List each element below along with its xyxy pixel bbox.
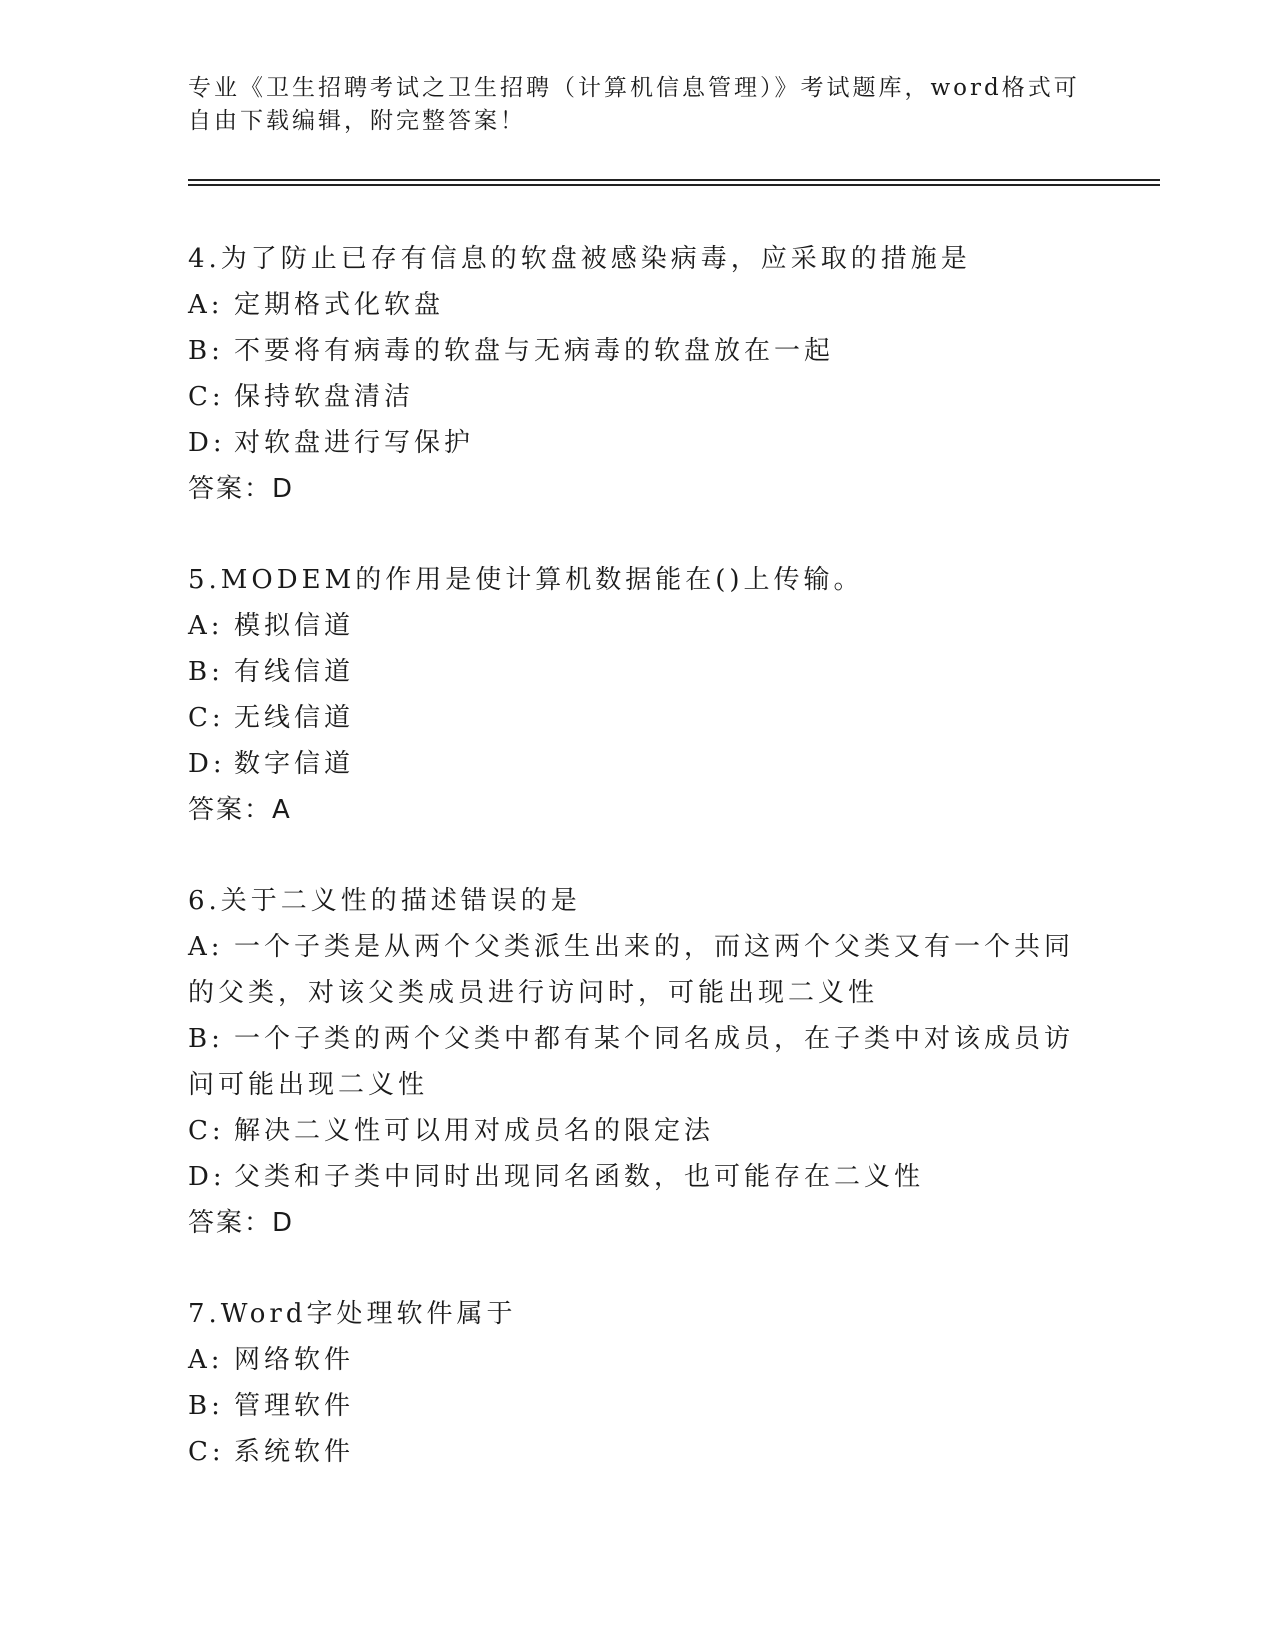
option-b	[188, 649, 1088, 695]
option-letter: C:	[188, 703, 225, 733]
document-header: 专业《卫生招聘考试之卫生招聘（计算机信息管理）》考试题库，word格式可自由下载编辑，附完整答案！	[188, 75, 1080, 134]
question-item	[188, 878, 1088, 1246]
option-text: 一个子类是从两个父类派生出来的，而这两个父类又有一个共同的父类，对该父类成员进行访问时，可能出现二义性	[188, 932, 1075, 1008]
option-letter: A:	[188, 1345, 224, 1375]
option-text: 管理软件	[234, 1391, 355, 1421]
question-item	[188, 557, 1088, 833]
option-text: 一个子类的两个父类中都有某个同名成员，在子类中对该成员访问可能出现二义性	[188, 1024, 1075, 1100]
option-a	[188, 1337, 1088, 1383]
option-d	[188, 1154, 1088, 1200]
option-letter: B:	[188, 1391, 224, 1421]
option-text: 定期格式化软盘	[234, 290, 445, 320]
option-letter: A:	[188, 290, 224, 320]
option-letter: D:	[188, 749, 226, 779]
option-d	[188, 741, 1088, 787]
option-letter: C:	[188, 1437, 225, 1467]
option-c	[188, 695, 1088, 741]
option-letter: A:	[188, 932, 224, 962]
option-text: 解决二义性可以用对成员名的限定法	[234, 1116, 715, 1146]
question-stem: 5.MODEM的作用是使计算机数据能在()上传输。	[188, 565, 864, 595]
question-list	[188, 236, 1088, 1520]
option-b	[188, 328, 1088, 374]
header-divider-top	[188, 179, 1160, 181]
option-text: 系统软件	[234, 1437, 355, 1467]
option-letter: C:	[188, 382, 225, 412]
option-text: 数字信道	[234, 749, 355, 779]
option-b	[188, 1016, 1088, 1108]
question-item	[188, 1291, 1088, 1475]
question-stem: 7.Word字处理软件属于	[188, 1299, 517, 1329]
question-stem: 6.关于二义性的描述错误的是	[188, 886, 581, 916]
option-text: 模拟信道	[234, 611, 355, 641]
option-text: 网络软件	[234, 1345, 355, 1375]
answer-label: 答案：D	[188, 1208, 295, 1238]
header-divider-bottom	[188, 184, 1160, 186]
option-c	[188, 1429, 1088, 1475]
question-stem: 4.为了防止已存有信息的软盘被感染病毒，应采取的措施是	[188, 244, 971, 274]
option-a	[188, 603, 1088, 649]
answer-label: 答案：A	[188, 795, 292, 825]
option-text: 父类和子类中同时出现同名函数，也可能存在二义性	[234, 1162, 925, 1192]
option-a	[188, 282, 1088, 328]
option-d	[188, 420, 1088, 466]
option-letter: D:	[188, 1162, 226, 1192]
option-b	[188, 1383, 1088, 1429]
option-letter: C:	[188, 1116, 225, 1146]
option-letter: B:	[188, 657, 224, 687]
option-text: 保持软盘清洁	[234, 382, 415, 412]
option-text: 无线信道	[234, 703, 355, 733]
option-letter: A:	[188, 611, 224, 641]
option-a	[188, 924, 1088, 1016]
answer-label: 答案：D	[188, 474, 295, 504]
option-text: 有线信道	[234, 657, 355, 687]
option-letter: B:	[188, 336, 224, 366]
option-letter: B:	[188, 1024, 224, 1054]
option-c	[188, 1108, 1088, 1154]
option-text: 对软盘进行写保护	[234, 428, 475, 458]
option-text: 不要将有病毒的软盘与无病毒的软盘放在一起	[234, 336, 835, 366]
option-c	[188, 374, 1088, 420]
option-letter: D:	[188, 428, 226, 458]
question-item	[188, 236, 1088, 512]
